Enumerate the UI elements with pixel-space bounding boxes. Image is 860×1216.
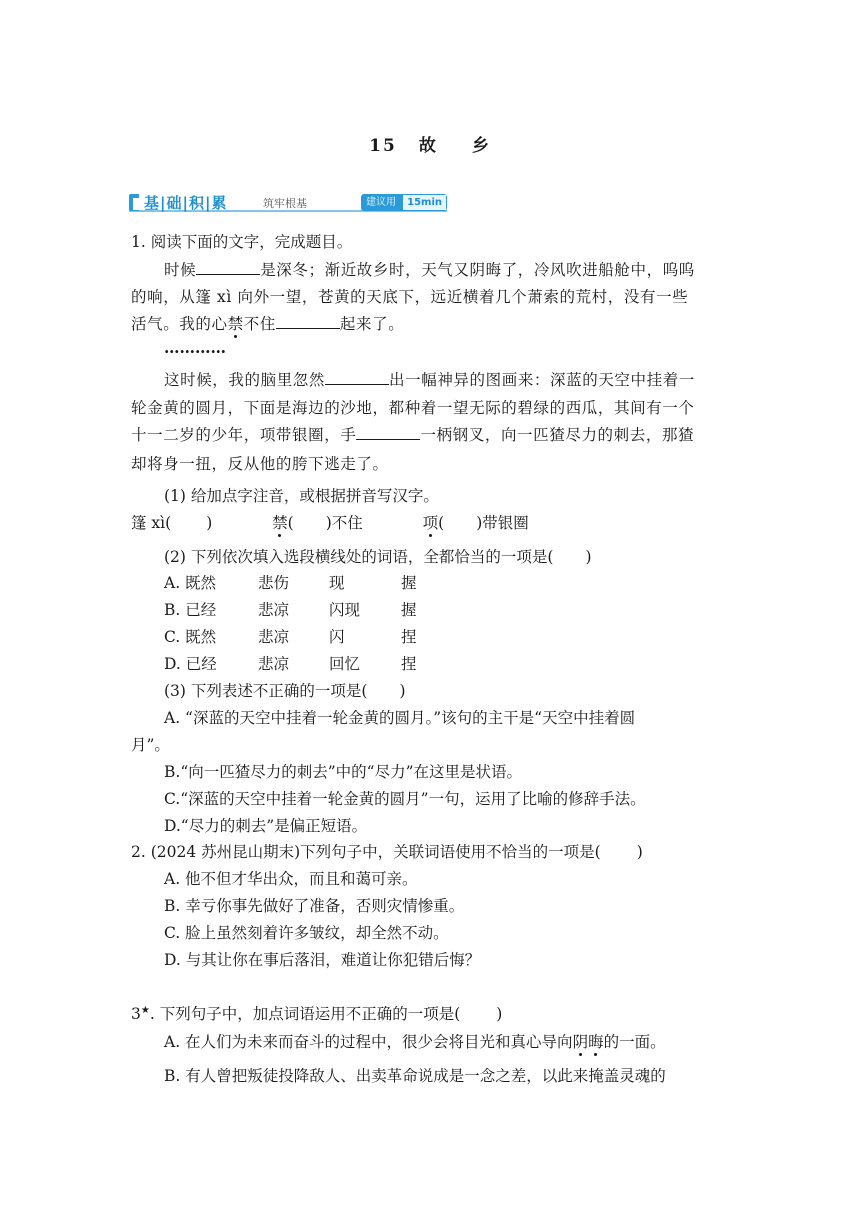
title-char-2: 乡	[471, 136, 491, 156]
title-char-1: 故	[418, 136, 438, 156]
lesson-number: 15	[369, 136, 397, 156]
option-b[interactable]: B.“向一匹猹尽力的刺去”中的“尽力”在这里是状语。	[164, 763, 523, 781]
option-c[interactable]: C. 脸上虽然刻着许多皱纹，却全然不动。	[164, 924, 449, 942]
option-a[interactable]: A. “深蓝的天空中挂着一轮金黄的圆月。”该句的主干是“天空中挂着圆	[164, 709, 636, 727]
option-b[interactable]: B. 幸亏你事先做好了准备，否则灾情惨重。	[164, 897, 465, 915]
answer-blank[interactable]	[276, 327, 340, 329]
option-c[interactable]: C.“深蓝的天空中挂着一轮金黄的圆月”一句，运用了比喻的修辞手法。	[164, 790, 646, 808]
option-d[interactable]: D.“尽力的刺去”是偏正短语。	[164, 817, 368, 835]
passage-line: 却将身一扭，反从他的胯下逃走了。	[131, 455, 389, 473]
option-row[interactable]: A. 既然 悲伤 现 握	[164, 574, 417, 592]
option-d[interactable]: D. 与其让你在事后落泪，难道让你犯错后悔？	[164, 951, 481, 969]
time-badge	[361, 194, 447, 223]
passage-line: 轮金黄的圆月，下面是海边的沙地，都种着一望无际的碧绿的西瓜，其间有一个	[131, 399, 695, 417]
q1-sub1-stem: (1) 给加点字注音，或根据拼音写汉字。	[164, 487, 439, 505]
dotted-char: 晦	[588, 1033, 604, 1051]
option-row[interactable]: B. 已经 悲凉 闪现 握	[164, 601, 417, 619]
q2-stem: 2. (2024 苏州昆山期末)下列句子中，关联词语使用不恰当的一项是( )	[131, 843, 643, 861]
dotted-char: 阴	[572, 1033, 589, 1051]
ellipsis: …………	[164, 338, 226, 357]
answer-blank[interactable]	[325, 383, 389, 385]
dotted-char: 禁	[227, 315, 244, 333]
q1-sub3-stem: (3) 下列表述不正确的一项是( )	[164, 682, 406, 700]
option-row[interactable]: D. 已经 悲凉 回忆 捏	[164, 655, 417, 673]
q3-stem: 3★. 下列句子中，加点词语运用不正确的一项是( )	[131, 1004, 503, 1023]
passage-line: 时候 是深冬；渐近故乡时，天气又阴晦了，冷风吹进船舱中，呜呜	[164, 261, 695, 279]
option-a[interactable]: A. 在人们为未来而奋斗的过程中，很少会将目光和真心导向阴晦的一面。	[164, 1033, 666, 1051]
dotted-char: 禁	[272, 514, 288, 532]
option-b[interactable]: B. 有人曾把叛徒投降敌人、出卖革命说成是一念之差，以此来掩盖灵魂的	[164, 1067, 666, 1085]
answer-blank[interactable]	[196, 273, 260, 275]
q1-sub1-items: 篷 xì( ) 禁( )不住 项( )带银圈	[131, 514, 529, 532]
section-banner	[129, 192, 447, 223]
option-row[interactable]: C. 既然 悲凉 闪 捏	[164, 628, 417, 646]
time-label: 建议用时	[362, 195, 403, 210]
passage-line: 这时候，我的脑里忽然 出一幅神异的图画来：深蓝的天空中挂着一	[164, 371, 695, 389]
dotted-char: 项	[422, 514, 439, 532]
option-a[interactable]: A. 他不但才华出众，而且和蔼可亲。	[164, 870, 418, 888]
passage-line: 十一二岁的少年，项带银圈，手 一柄钢叉，向一匹猹尽力的刺去，那猹	[131, 426, 695, 444]
passage-line: 的响，从篷 xì 向外一望，苍黄的天底下，远近横着几个萧索的荒村，没有一些	[131, 288, 689, 306]
page-title	[0, 131, 860, 156]
section-subtitle: 筑牢根基	[263, 197, 307, 210]
passage-line: 活气。我的心禁不住 起来了。	[131, 315, 405, 333]
answer-blank[interactable]	[356, 438, 420, 440]
time-value: 15min	[403, 195, 446, 210]
section-heading: 基|础|积|累	[144, 194, 228, 212]
star-icon: ★	[140, 1004, 150, 1016]
q1-sub2-stem: (2) 下列依次填入选段横线处的词语，全都恰当的一项是( )	[164, 548, 592, 566]
q1-stem: 1. 阅读下面的文字，完成题目。	[131, 233, 353, 251]
option-a-cont: 月”。	[131, 736, 170, 754]
